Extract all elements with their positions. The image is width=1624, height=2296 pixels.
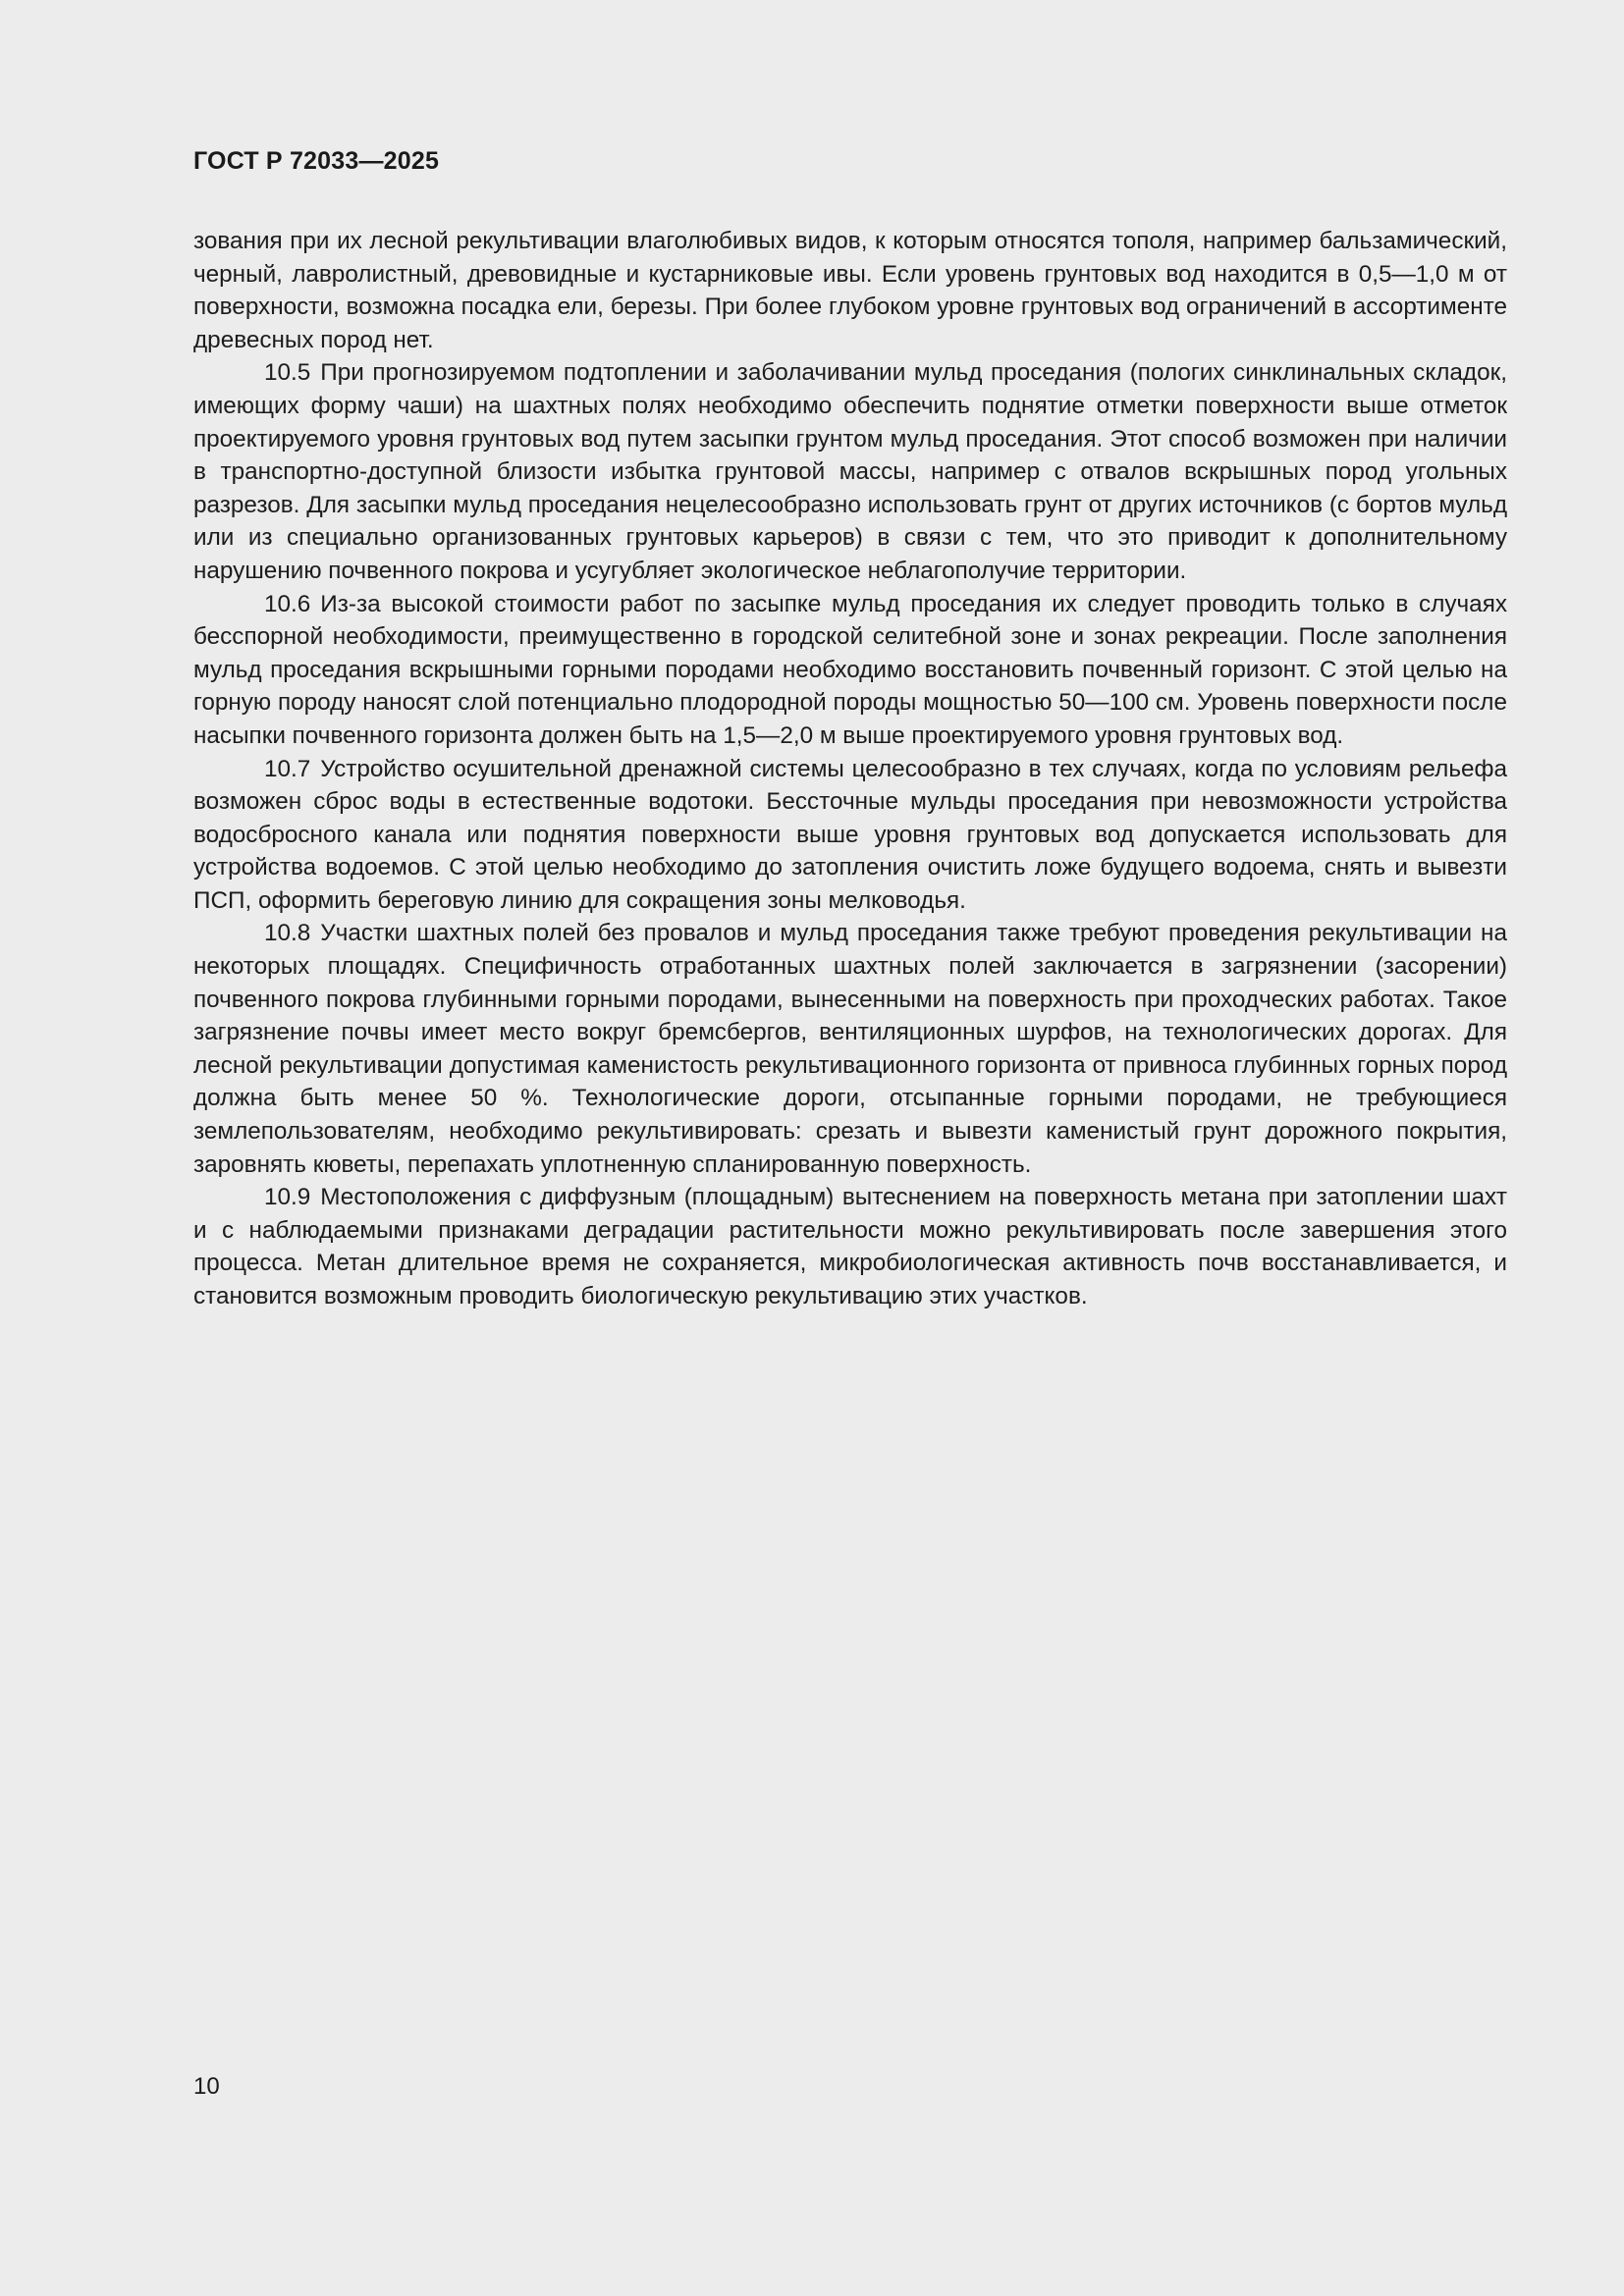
intro-paragraph: зования при их лесной рекультивации влаголюбивых видов, к которым относятся тополя, например бальзамический, черный, лавролистный, древовидные и кустарниковые ивы. Если уровень грунтовых вод находится в 0,5—1,0 м от поверхности, возможна посадка ели, березы. При более глубоком уровне грунтовых вод ограничений в ассортименте древесных пород нет.: [193, 228, 1507, 353]
document-header: ГОСТ Р 72033—2025: [193, 147, 440, 175]
clause-10-5: [193, 356, 1507, 587]
clause-text: Местоположения с диффузным (площадным) вытеснением на поверхность метана при затоплении шахт и с наблюдаемыми признаками деградации растительности можно рекультивировать после завершения этого процесса. Метан длительное время не сохраняется, микробиологическая активность почв восстанавливается, и становится возможным проводить биологическую рекультивацию этих участков.: [193, 1184, 1507, 1309]
clause-10-6: [193, 588, 1507, 753]
clause-text: Из-за высокой стоимости работ по засыпке мульд проседания их следует проводить только в случаях бесспорной необходимости, преимущественно в городской селитебной зоне и зонах рекреации. После заполнения мульд проседания вскрышными горными породами необходимо восстановить почвенный горизонт. С этой целью на горную породу наносят слой потенциально плодородной породы мощностью 50—100 см. Уровень поверхности после насыпки почвенного горизонта должен быть на 1,5—2,0 м выше проектируемого уровня грунтовых вод.: [193, 590, 1507, 749]
document-body: [193, 225, 1507, 1313]
clause-number: 10.5: [264, 359, 311, 387]
clause-text: Участки шахтных полей без провалов и мульд проседания также требуют проведения рекультивации на некоторых площадях. Специфичность отработанных шахтных полей заключается в загрязнении (засорении) почвенного покрова глубинными горными породами, вынесенными на поверхность при проходческих работах. Такое загрязнение почвы имеет место вокруг бремсбергов, вентиляционных шурфов, на технологических дорогах. Для лесной рекультивации допустимая каменистость рекультивационного горизонта от привноса глубинных горных пород должна быть менее 50 %. Технологические дороги, отсыпанные горными породами, не требующиеся землепользователям, необходимо рекультивировать: срезать и вывезти каменистый грунт дорожного покрытия, заровнять кюветы, перепахать уплотненную спланированную поверхность.: [193, 920, 1507, 1178]
clause-number: 10.8: [264, 920, 311, 947]
clause-number: 10.7: [264, 755, 311, 782]
clause-10-9: [193, 1181, 1507, 1312]
clause-10-7: [193, 753, 1507, 918]
clause-number: 10.6: [264, 590, 311, 617]
clause-text: Устройство осушительной дренажной системы целесообразно в тех случаях, когда по условиям рельефа возможен сброс воды в естественные водотоки. Бессточные мульды проседания при невозможности устройства водосбросного канала или поднятия поверхности выше уровня грунтовых вод допускается использовать для устройства водоемов. С этой целью необходимо до затопления очистить ложе будущего водоема, снять и вывезти ПСП, оформить береговую линию для сокращения зоны мелководья.: [193, 755, 1507, 914]
clause-text: При прогнозируемом подтоплении и заболачивании мульд проседания (пологих синклинальных складок, имеющих форму чаши) на шахтных полях необходимо обеспечить поднятие отметки поверхности выше отметок проектируемого уровня грунтовых вод путем засыпки грунтом мульд проседания. Этот способ возможен при наличии в транспортно-доступной близости избытка грунтовой массы, например с отвалов вскрышных пород угольных разрезов. Для засыпки мульд проседания нецелесообразно использовать грунт от других источников (с бортов мульд или из специально организованных грунтовых карьеров) в связи с тем, что это приводит к дополнительному нарушению почвенного покрова и усугубляет экологическое неблагополучие территории.: [193, 359, 1507, 584]
page-number: 10: [193, 2073, 220, 2100]
clause-number: 10.9: [264, 1184, 311, 1211]
clause-10-8: [193, 917, 1507, 1181]
